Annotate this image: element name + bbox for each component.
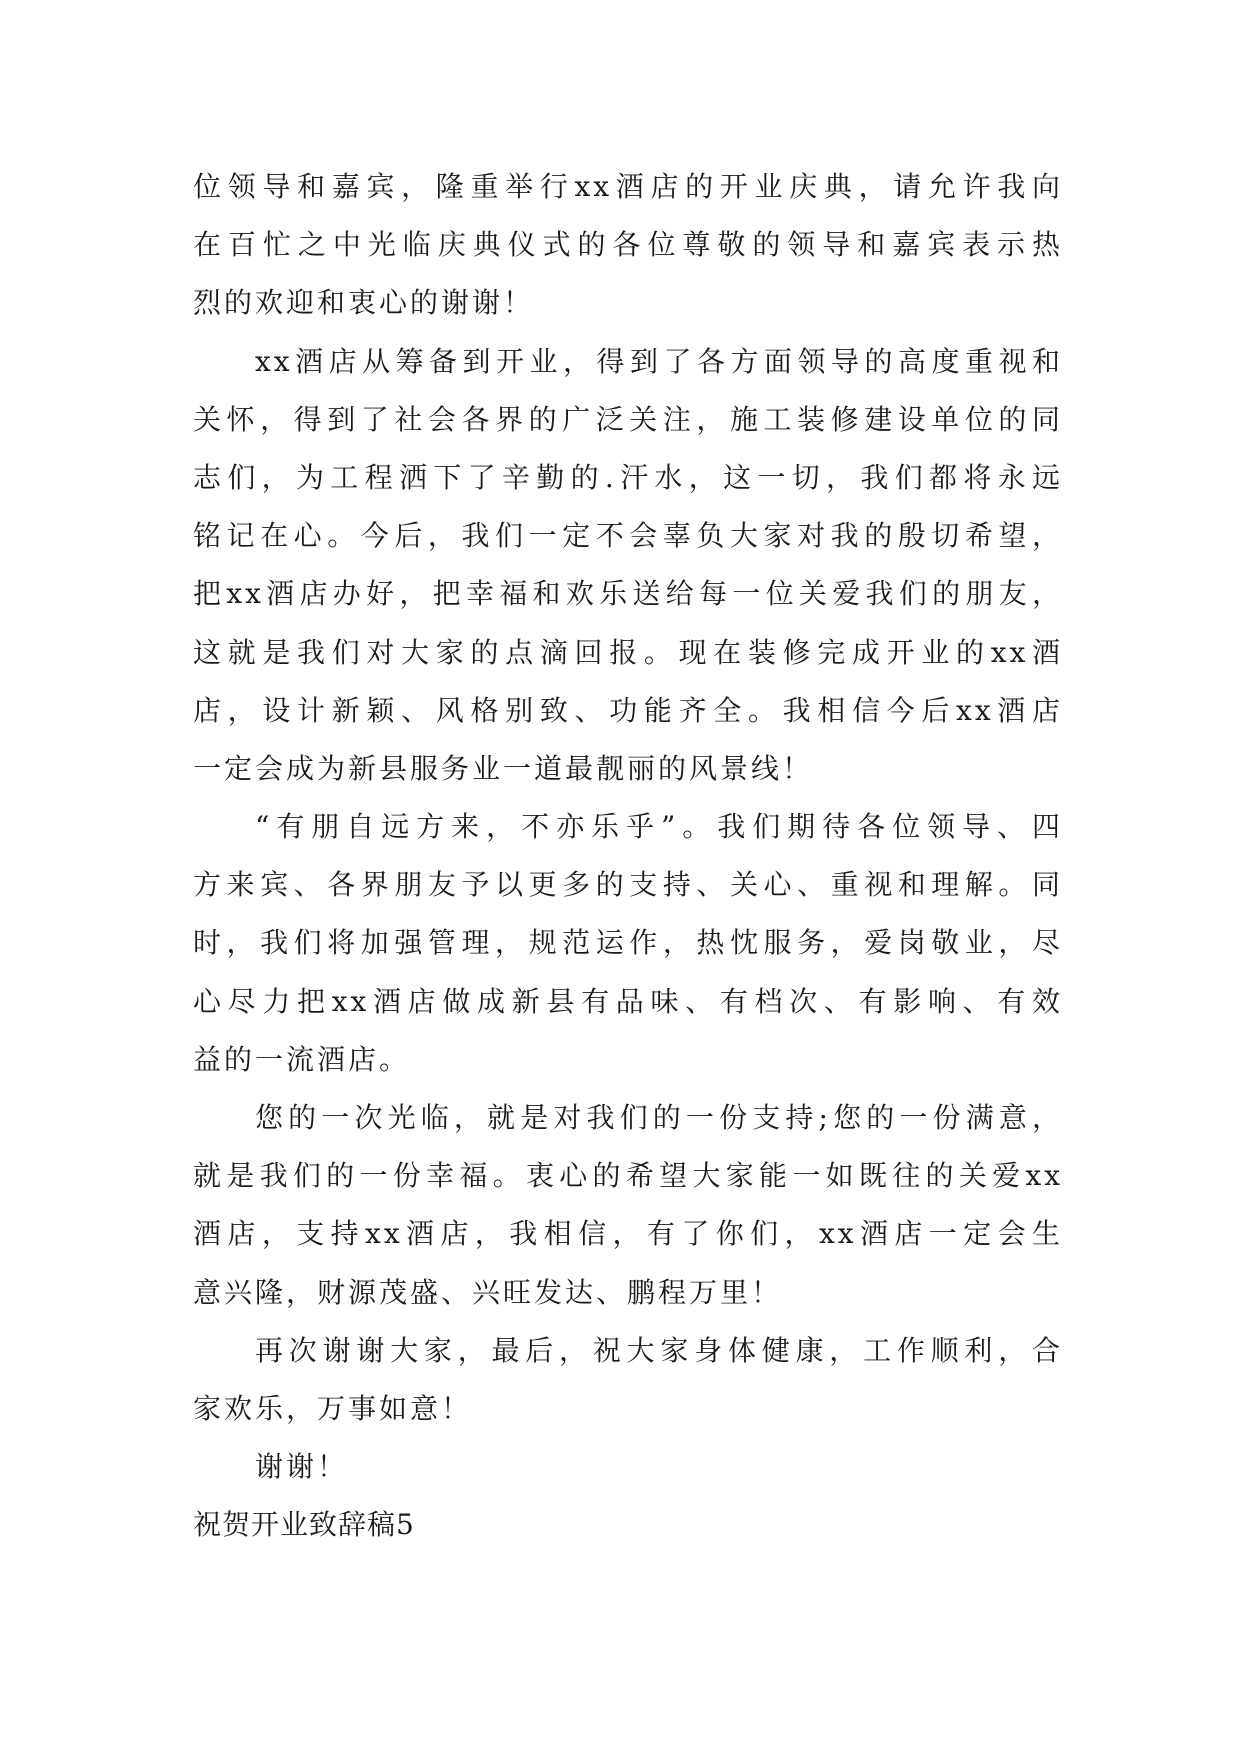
text-line: xx酒店从筹备到开业，得到了各方面领导的高度重视和 xyxy=(255,344,1063,378)
text-line: “有朋自远方来，不亦乐乎”。我们期待各位领导、四 xyxy=(255,810,1063,844)
text-line: 方来宾、各界朋友予以更多的支持、关心、重视和理解。同 xyxy=(193,868,1063,902)
text-line: 这就是我们对大家的点滴回报。现在装修完成开业的xx酒 xyxy=(193,635,1063,669)
text-line: 铭记在心。今后，我们一定不会辜负大家对我的殷切希望， xyxy=(193,519,1063,553)
text-line: 就是我们的一份幸福。衷心的希望大家能一如既往的关爱xx xyxy=(193,1159,1063,1193)
text-line: 谢谢！ xyxy=(255,1450,349,1484)
text-line: 益的一流酒店。 xyxy=(193,1042,411,1076)
text-line: 您的一次光临，就是对我们的一份支持;您的一份满意， xyxy=(255,1101,1063,1134)
text-line: 家欢乐，万事如意！ xyxy=(193,1391,473,1425)
text-line: 把xx酒店办好，把幸福和欢乐送给每一位关爱我们的朋友， xyxy=(193,577,1063,611)
section-heading: 祝贺开业致辞稿5 xyxy=(193,1508,415,1542)
text-line: 烈的欢迎和衷心的谢谢！ xyxy=(193,286,535,320)
text-line: 在百忙之中光临庆典仪式的各位尊敬的领导和嘉宾表示热 xyxy=(193,228,1063,262)
text-line: 位领导和嘉宾，隆重举行xx酒店的开业庆典，请允许我向 xyxy=(193,170,1063,203)
text-line: 关怀，得到了社会各界的广泛关注，施工装修建设单位的同 xyxy=(193,402,1063,436)
document-body xyxy=(193,158,1063,1555)
text-line: 意兴隆，财源茂盛、兴旺发达、鹏程万里！ xyxy=(193,1275,783,1309)
text-line: 志们，为工程洒下了辛勤的.汗水，这一切，我们都将永远 xyxy=(193,460,1063,494)
text-line: 再次谢谢大家，最后，祝大家身体健康，工作顺利，合 xyxy=(255,1333,1063,1367)
text-line: 心尽力把xx酒店做成新县有品味、有档次、有影响、有效 xyxy=(193,984,1063,1018)
text-line: 时，我们将加强管理，规范运作，热忱服务，爱岗敬业，尽 xyxy=(193,926,1063,960)
text-line: 店，设计新颖、风格别致、功能齐全。我相信今后xx酒店 xyxy=(193,693,1063,727)
text-line: 酒店，支持xx酒店，我相信，有了你们，xx酒店一定会生 xyxy=(193,1217,1063,1251)
text-line: 一定会成为新县服务业一道最靓丽的风景线！ xyxy=(193,751,814,785)
